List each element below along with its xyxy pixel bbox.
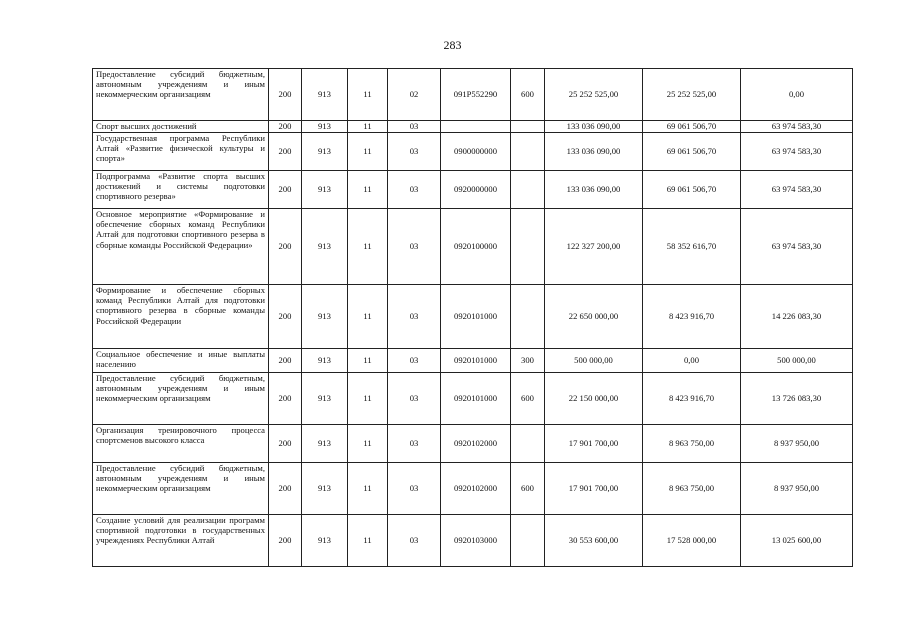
page-number: 283 [443,38,462,52]
row-name-cell: Организация тренировочного процесса спортсменов высокого класса [93,425,269,463]
target-code-cell: 0920101000 [441,285,511,349]
amount-3-cell: 13 025 600,00 [741,515,853,567]
amount-1-cell: 25 252 525,00 [545,69,643,121]
amount-1-cell: 22 150 000,00 [545,373,643,425]
admin-code-cell: 200 [269,69,302,121]
target-code-cell: 0920101000 [441,373,511,425]
target-code-cell: 0920103000 [441,515,511,567]
amount-3-cell: 0,00 [741,69,853,121]
target-code-cell: 0920100000 [441,209,511,285]
expense-type-cell: 600 [511,373,545,425]
amount-3-cell: 8 937 950,00 [741,425,853,463]
admin-code-cell: 200 [269,171,302,209]
subsection-cell: 03 [388,285,441,349]
subsection-cell: 03 [388,515,441,567]
section-cell: 11 [348,373,388,425]
amount-2-cell: 69 061 506,70 [643,133,741,171]
amount-1-cell: 17 901 700,00 [545,463,643,515]
row-name-cell: Предоставление субсидий бюджетным, автономным учреждениям и иным некоммерческим организациям [93,69,269,121]
ministry-code-cell: 913 [302,515,348,567]
row-name-cell: Государственная программа Республики Алтай «Развитие физической культуры и спорта» [93,133,269,171]
ministry-code-cell: 913 [302,285,348,349]
amount-1-cell: 22 650 000,00 [545,285,643,349]
ministry-code-cell: 913 [302,209,348,285]
ministry-code-cell: 913 [302,373,348,425]
amount-2-cell: 8 963 750,00 [643,425,741,463]
amount-2-cell: 69 061 506,70 [643,121,741,133]
target-code-cell: 0920000000 [441,171,511,209]
expense-type-cell [511,209,545,285]
amount-2-cell: 8 963 750,00 [643,463,741,515]
amount-3-cell: 63 974 583,30 [741,133,853,171]
table-row [93,463,853,515]
ministry-code-cell: 913 [302,171,348,209]
target-code-cell [441,121,511,133]
target-code-cell: 0900000000 [441,133,511,171]
target-code-cell: 0920101000 [441,349,511,373]
ministry-code-cell: 913 [302,121,348,133]
amount-1-cell: 133 036 090,00 [545,133,643,171]
expense-type-cell [511,133,545,171]
ministry-code-cell: 913 [302,425,348,463]
section-cell: 11 [348,171,388,209]
ministry-code-cell: 913 [302,69,348,121]
expense-type-cell [511,285,545,349]
row-name-cell: Подпрограмма «Развитие спорта высших достижений и системы подготовки спортивного резерва» [93,171,269,209]
target-code-cell: 091P552290 [441,69,511,121]
subsection-cell: 03 [388,171,441,209]
row-name-cell: Предоставление субсидий бюджетным, автономным учреждениям и иным некоммерческим организациям [93,373,269,425]
amount-3-cell: 63 974 583,30 [741,171,853,209]
row-name-cell: Социальное обеспечение и иные выплаты населению [93,349,269,373]
amount-2-cell: 58 352 616,70 [643,209,741,285]
amount-1-cell: 500 000,00 [545,349,643,373]
section-cell: 11 [348,121,388,133]
subsection-cell: 03 [388,373,441,425]
section-cell: 11 [348,515,388,567]
budget-table [92,68,853,567]
row-name-cell: Формирование и обеспечение сборных команд Республики Алтай для подготовки спортивного резерва в сборные команды Российской Федерации [93,285,269,349]
row-name-cell: Создание условий для реализации программ спортивной подготовки в государственных учреждениях Республики Алтай [93,515,269,567]
admin-code-cell: 200 [269,209,302,285]
table-row [93,515,853,567]
table-row [93,285,853,349]
subsection-cell: 03 [388,349,441,373]
target-code-cell: 0920102000 [441,425,511,463]
subsection-cell: 03 [388,121,441,133]
amount-3-cell: 8 937 950,00 [741,463,853,515]
amount-2-cell: 69 061 506,70 [643,171,741,209]
subsection-cell: 03 [388,133,441,171]
expense-type-cell: 600 [511,69,545,121]
subsection-cell: 03 [388,425,441,463]
expense-type-cell: 600 [511,463,545,515]
amount-1-cell: 133 036 090,00 [545,171,643,209]
section-cell: 11 [348,425,388,463]
expense-type-cell [511,121,545,133]
row-name-cell: Предоставление субсидий бюджетным, автономным учреждениям и иным некоммерческим организациям [93,463,269,515]
section-cell: 11 [348,69,388,121]
table-row [93,69,853,121]
ministry-code-cell: 913 [302,349,348,373]
admin-code-cell: 200 [269,515,302,567]
admin-code-cell: 200 [269,133,302,171]
amount-3-cell: 14 226 083,30 [741,285,853,349]
table-row [93,133,853,171]
amount-3-cell: 63 974 583,30 [741,209,853,285]
amount-2-cell: 25 252 525,00 [643,69,741,121]
table-row [93,209,853,285]
section-cell: 11 [348,349,388,373]
row-name-cell: Основное мероприятие «Формирование и обеспечение сборных команд Республики Алтай для подготовки спортивного резерва в сборные команды Российской Федерации» [93,209,269,285]
admin-code-cell: 200 [269,425,302,463]
subsection-cell: 02 [388,69,441,121]
subsection-cell: 03 [388,463,441,515]
admin-code-cell: 200 [269,373,302,425]
section-cell: 11 [348,133,388,171]
ministry-code-cell: 913 [302,133,348,171]
admin-code-cell: 200 [269,349,302,373]
amount-3-cell: 500 000,00 [741,349,853,373]
expense-type-cell [511,425,545,463]
amount-2-cell: 0,00 [643,349,741,373]
admin-code-cell: 200 [269,121,302,133]
amount-1-cell: 133 036 090,00 [545,121,643,133]
amount-1-cell: 30 553 600,00 [545,515,643,567]
subsection-cell: 03 [388,209,441,285]
admin-code-cell: 200 [269,463,302,515]
amount-2-cell: 8 423 916,70 [643,373,741,425]
ministry-code-cell: 913 [302,463,348,515]
admin-code-cell: 200 [269,285,302,349]
amount-3-cell: 63 974 583,30 [741,121,853,133]
table-row [93,349,853,373]
amount-1-cell: 122 327 200,00 [545,209,643,285]
amount-2-cell: 8 423 916,70 [643,285,741,349]
target-code-cell: 0920102000 [441,463,511,515]
expense-type-cell [511,515,545,567]
amount-2-cell: 17 528 000,00 [643,515,741,567]
table-row [93,425,853,463]
expense-type-cell [511,171,545,209]
section-cell: 11 [348,209,388,285]
amount-1-cell: 17 901 700,00 [545,425,643,463]
table-row [93,373,853,425]
expense-type-cell: 300 [511,349,545,373]
section-cell: 11 [348,463,388,515]
row-name-cell: Спорт высших достижений [93,121,269,133]
amount-3-cell: 13 726 083,30 [741,373,853,425]
table-row [93,121,853,133]
section-cell: 11 [348,285,388,349]
table-row [93,171,853,209]
